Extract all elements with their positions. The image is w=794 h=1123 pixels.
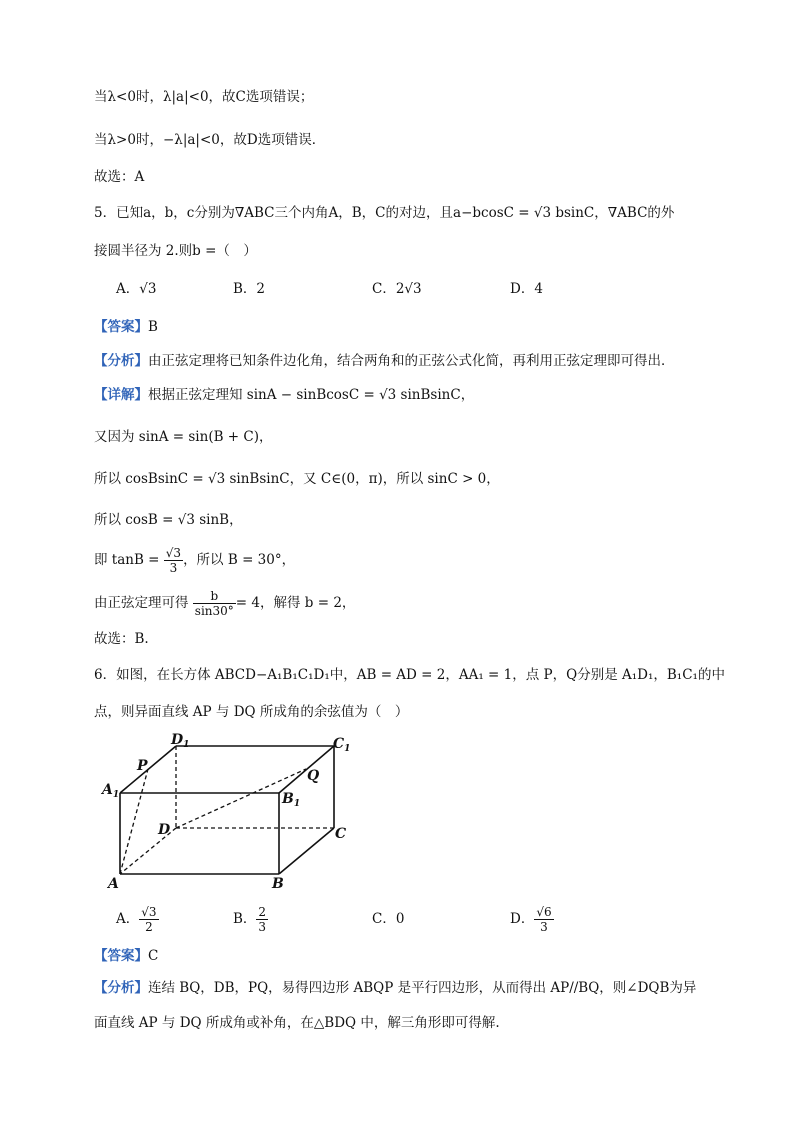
q5-analysis xyxy=(94,351,675,371)
detail-text: 根据正弦定理知 sinA − sinBcosC = √3 sinBsinC， xyxy=(148,387,475,403)
analysis-text: 由正弦定理将已知条件边化角，结合两角和的正弦公式化简，再利用正弦定理即可得出． xyxy=(148,353,675,369)
label-a1: $A_1$ xyxy=(102,782,120,800)
label-b1: $B_1$ xyxy=(282,791,301,809)
q5-detail-line3: 所以 cosBsinC = √3 sinBsinC，又 C∈(0，π)，所以 sinC > 0， xyxy=(94,471,500,487)
fraction-denominator: 3 xyxy=(258,920,267,934)
option-d-fraction xyxy=(534,905,553,934)
q6-stem-line1: 6．如图，在长方体 ABCD−A₁B₁C₁D₁中，AB = AD = 2，AA₁ = 1，点 P，Q分别是 A₁D₁，B₁C₁的中 xyxy=(94,667,725,683)
fraction-sqrt3-over-3 xyxy=(164,546,183,575)
q6-option-b xyxy=(233,900,268,938)
q5-choose-b: 故选：B. xyxy=(94,631,149,647)
fraction-denominator: sin30° xyxy=(194,604,234,618)
q5-stem-line2: 接圆半径为 2.则b =（ ） xyxy=(94,243,257,259)
q5-detail-line5 xyxy=(94,541,295,579)
option-b-label: B． xyxy=(233,911,257,927)
q5-option-b: B．2 xyxy=(233,281,266,297)
line-lambda-negative: 当λ<0时，λ|a|<0，故C选项错误； xyxy=(94,89,314,105)
answer-tag: 【答案】 xyxy=(94,948,148,964)
q5-detail xyxy=(94,385,474,405)
q5-detail-line4: 所以 cosB = √3 sinB， xyxy=(94,512,243,528)
option-a-fraction xyxy=(139,905,158,934)
label-q: Q xyxy=(307,768,320,784)
q6-option-a xyxy=(116,900,159,938)
label-c: C xyxy=(335,826,347,842)
sine-law-prefix: 由正弦定理可得 xyxy=(94,595,189,611)
fraction-numerator: 2 xyxy=(258,905,267,919)
detail-tag: 【详解】 xyxy=(94,387,148,403)
fraction-numerator: √6 xyxy=(536,905,552,919)
analysis-tag: 【分析】 xyxy=(94,980,148,996)
q5-detail-line6 xyxy=(94,584,355,622)
tan-suffix: ，所以 B = 30°， xyxy=(183,552,296,568)
label-c1: $C_1$ xyxy=(333,736,351,754)
q5-option-d: D．4 xyxy=(510,281,543,297)
q6-stem-line2: 点，则异面直线 AP 与 DQ 所成角的余弦值为（ ） xyxy=(94,704,409,720)
answer-value: B xyxy=(148,319,158,335)
label-b: B xyxy=(272,876,284,892)
cuboid-figure xyxy=(96,728,366,893)
q6-option-d xyxy=(510,900,554,938)
label-a: A xyxy=(108,876,119,892)
label-d1: $D_1$ xyxy=(171,732,190,750)
q6-analysis-line2: 面直线 AP 与 DQ 所成角或补角，在△BDQ 中，解三角形即可得解. xyxy=(94,1015,500,1031)
fraction-denominator: 3 xyxy=(540,920,548,934)
line-lambda-positive: 当λ>0时，−λ|a|<0，故D选项错误． xyxy=(94,132,326,148)
tan-prefix: 即 tanB = xyxy=(94,552,160,568)
analysis-tag: 【分析】 xyxy=(94,353,148,369)
fraction-denominator: 2 xyxy=(145,920,153,934)
q5-option-a: A．√3 xyxy=(116,281,157,297)
q6-answer xyxy=(94,946,158,966)
option-d-label: D． xyxy=(510,911,535,927)
answer-value: C xyxy=(148,948,159,964)
label-d: D xyxy=(158,822,171,838)
q5-option-c: C．2√3 xyxy=(372,281,422,297)
q5-detail-line2: 又因为 sinA = sin(B + C)， xyxy=(94,429,273,445)
fraction-denominator: 3 xyxy=(169,561,178,575)
option-b-fraction xyxy=(256,905,268,934)
q6-analysis xyxy=(94,978,696,998)
option-a-label: A． xyxy=(116,911,140,927)
fraction-numerator: b xyxy=(193,589,236,604)
q5-stem-line1: 5．已知a，b，c分别为∇ABC三个内角A，B，C的对边，且a−bcosC = √3 bsinC，∇ABC的外 xyxy=(94,205,675,221)
analysis-text: 连结 BQ，DB，PQ，易得四边形 ABQP 是平行四边形，从而得出 AP//BQ，则∠DQB为异 xyxy=(148,980,697,996)
label-p: P xyxy=(137,758,148,774)
answer-tag: 【答案】 xyxy=(94,319,148,335)
q5-answer xyxy=(94,317,158,337)
sine-law-suffix: = 4，解得 b = 2， xyxy=(235,595,356,611)
fraction-numerator: √3 xyxy=(141,905,157,919)
q6-option-c: C．0 xyxy=(372,911,405,927)
fraction-b-over-sin30 xyxy=(193,589,236,618)
fraction-numerator: √3 xyxy=(165,546,182,560)
line-choose-a: 故选：A xyxy=(94,169,145,185)
